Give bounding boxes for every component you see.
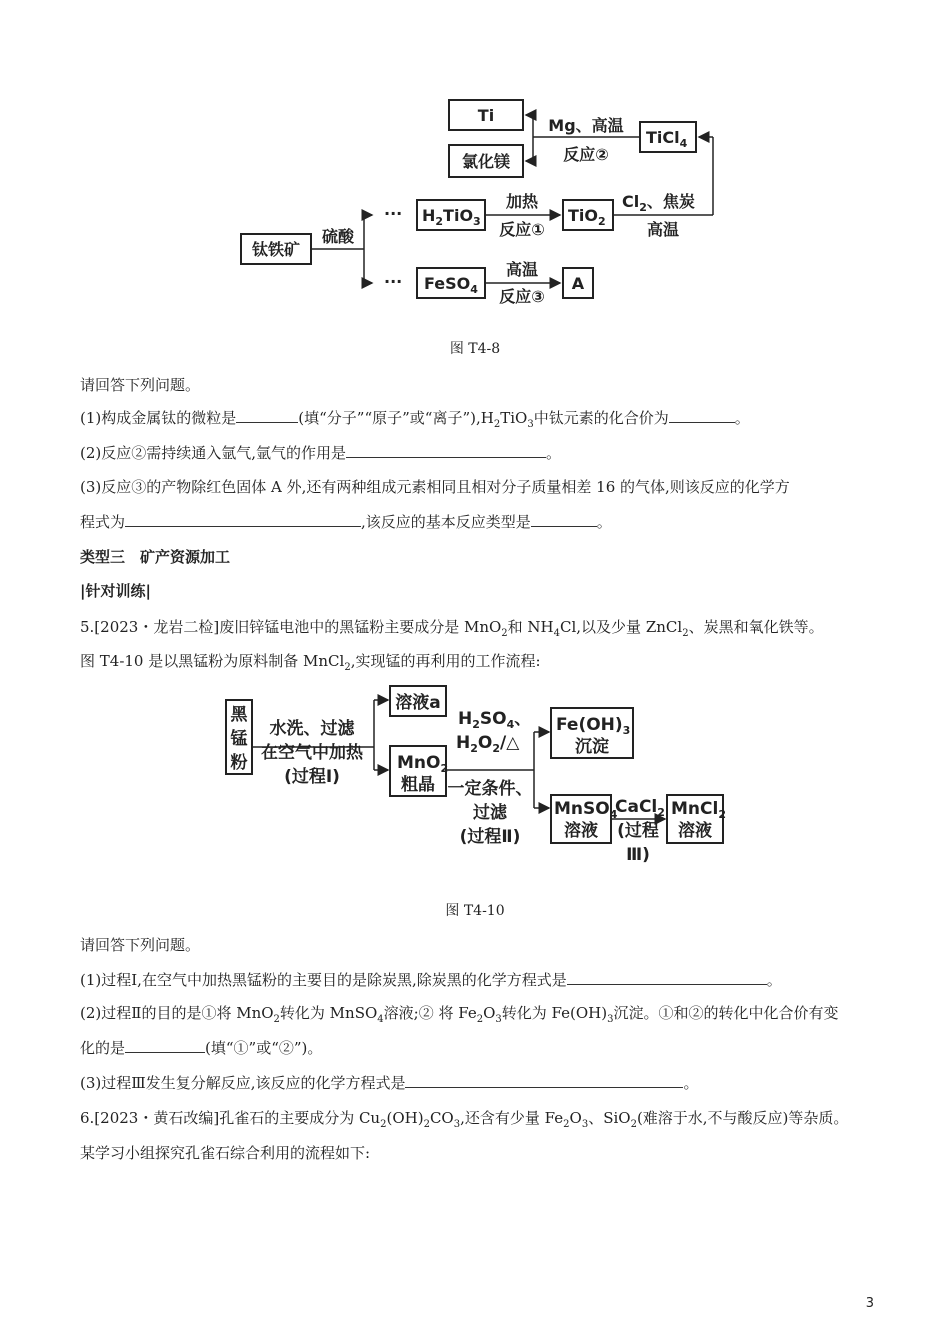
label-heat: 加热 [505, 192, 539, 211]
training-label: |针对训练| [80, 582, 151, 600]
black-char-2: 锰 [230, 729, 248, 749]
q6-line2: 某学习小组探究孔雀石综合利用的流程如下: [80, 1144, 371, 1162]
label-gaowen: 高温 [646, 220, 680, 239]
label-heat-air: 在空气中加热 [261, 743, 363, 763]
box-a-label: A [571, 274, 585, 293]
mnso4-label: MnSO$_4$ [554, 799, 618, 821]
label-reaction1: 反应① [499, 220, 545, 239]
label-process2: (过程Ⅱ) [459, 827, 521, 847]
box-ore-label: 钛铁矿 [251, 240, 301, 259]
q5-part2-line1: (2)过程Ⅱ的目的是①将 MnO$_2$转化为 MnSO$_4$溶液;② 将 $Fe_2O_3$转化为 $Fe(OH)_3$沉淀。①和②的转化中化合价有变 [80, 1004, 839, 1025]
label-cacl2: CaCl$_2$ [615, 797, 665, 819]
q4-part3-line1: (3)反应③的产物除红色固体 A 外,还有两种组成元素相同且相对分子质量相差 16 的气体,则该反应的化学方 [80, 478, 790, 496]
section-title: 类型三 矿产资源加工 [80, 548, 231, 566]
label-process3b: Ⅲ) [626, 845, 650, 865]
label-process3a: (过程 [617, 821, 659, 841]
crude-label: 粗晶 [401, 775, 435, 795]
label-h2o2: $H_2O_2/\triangle$ [456, 733, 520, 755]
label-gaowen3: 高温 [505, 260, 539, 279]
q5-part1: (1)过程Ⅰ,在空气中加热黑锰粉的主要目的是除炭黑,除炭黑的化学方程式是 。 [80, 971, 782, 989]
label-reaction3: 反应③ [499, 287, 545, 306]
label-process1: (过程Ⅰ) [284, 767, 340, 787]
black-char-3: 粉 [230, 753, 248, 773]
mncl2-label: MnCl$_2$ [671, 799, 726, 821]
q5-intro: 请回答下列问题。 [80, 936, 201, 954]
figure-t4-8 [0, 0, 950, 310]
black-char-1: 黑 [230, 705, 248, 725]
figure-caption-t4-10: 图 T4-10 [445, 903, 505, 919]
box-h2tio3-label: $H_2TiO_3$ [422, 206, 481, 228]
label-wash: 水洗、过滤 [269, 719, 355, 739]
page-number: 3 [865, 1296, 874, 1311]
label-condition: 一定条件、 [447, 779, 533, 799]
q4-intro: 请回答下列问题。 [80, 376, 201, 394]
precipitate-label: 沉淀 [575, 737, 609, 757]
mnso4-solution-label: 溶液 [564, 821, 598, 841]
q4-part1: (1)构成金属钛的微粒是 (填“分子”“原子”或“离子$”),H_2TiO_3$中钛元素的化合价为 。 [80, 409, 750, 430]
label-acid: 硫酸 [321, 227, 355, 246]
box-mgcl2-label: 氯化镁 [461, 152, 511, 171]
label-filter: 过滤 [473, 803, 507, 823]
mncl2-solution-label: 溶液 [678, 821, 712, 841]
label-cl2: $Cl_2$、焦炭 [622, 192, 695, 214]
label-reaction2: 反应② [563, 145, 609, 164]
q5-part2-line2: 化的是 (填“①”或“②”)。 [80, 1039, 323, 1057]
figure-caption-t4-8: 图 T4-8 [449, 341, 501, 357]
label-mg: Mg、高温 [548, 116, 624, 135]
box-tio2-label: TiO$_2$ [568, 206, 606, 228]
figure-t4-10 [0, 680, 950, 870]
q5-part3: (3)过程Ⅲ发生复分解反应,该反应的化学方程式是 。 [80, 1074, 699, 1092]
q5-line1: 5.[2023・龙岩二检]废旧锌锰电池中的黑锰粉主要成分是 MnO$_2$和 $NH_4Cl$,以及少量 ZnCl$_2$、炭黑和氧化铁等。 [80, 618, 824, 639]
mno2-label: MnO$_2$ [397, 753, 449, 775]
box-ticl4-label: TiCl$_4$ [646, 128, 688, 150]
q4-part3-line2: 程式为 ,该反应的基本反应类型是 。 [80, 513, 612, 531]
dots-bottom: ··· [384, 272, 403, 291]
q5-line2: 图 T4-10 是以黑锰粉为原料制备 MnCl$_2$,实现锰的再利用的工作流程: [80, 652, 541, 673]
feoh3-label: $Fe(OH)_3$ [556, 715, 631, 737]
label-h2so4: $H_2SO_4$、 [458, 709, 532, 731]
q4-part2: (2)反应②需持续通入氩气,氩气的作用是 。 [80, 444, 562, 462]
dots-top: ··· [384, 204, 403, 223]
box-ti-label: Ti [477, 106, 495, 125]
box-feso4-label: FeSO$_4$ [424, 274, 478, 296]
q6-line1: 6.[2023・黄石改编]孔雀石的主要成分为 $Cu_2(OH)_2CO_3$,还含有少量 $Fe_2O_3$、SiO$_2$(难溶于水,不与酸反应)等杂质。 [80, 1109, 849, 1130]
solution-a-label: 溶液a [395, 693, 441, 713]
